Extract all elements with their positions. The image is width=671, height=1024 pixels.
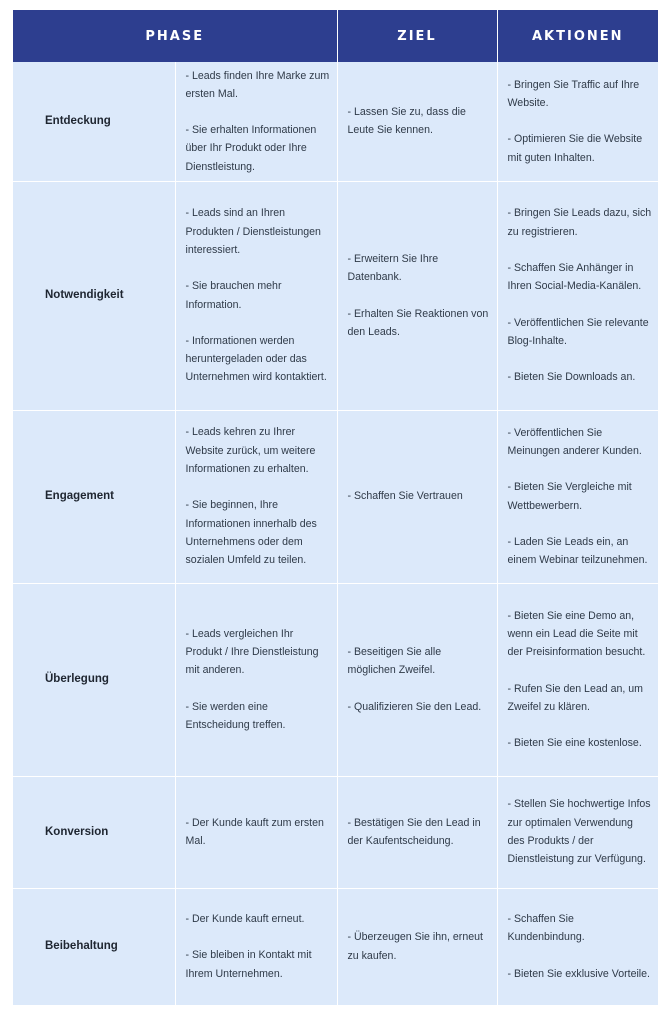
phase-name: Beibehaltung [13,888,175,1005]
phase-description-item: - Informationen werden heruntergeladen oder das Unternehmen wird kontaktiert. [185,334,327,384]
phase-description-item: - Leads vergleichen Ihr Produkt / Ihre Dienstleistung mit anderen. [185,627,319,677]
ziel-cell-item: - Beseitigen Sie alle möglichen Zweifel. [347,646,442,677]
ziel-cell-item: - Lassen Sie zu, dass die Leute Sie kennen. [347,105,466,137]
aktionen-cell-item: - Laden Sie Leads ein, an einem Webinar teilzunehmen. [507,535,648,567]
aktionen-cell-item: - Bieten Sie Vergleiche mit Wettbewerbern. [507,481,632,512]
phase-description-item: - Sie bleiben in Kontakt mit Ihrem Unternehmen. [185,949,312,980]
aktionen-cell-item: - Bieten Sie exklusive Vorteile. [507,967,650,980]
table-row [13,181,658,410]
aktionen-cell-item: - Optimieren Sie die Website mit guten Inhalten. [507,133,643,164]
aktionen-cell [497,888,658,1005]
ziel-cell [337,410,497,583]
aktionen-cell [497,62,658,181]
ziel-cell-item: - Bestätigen Sie den Lead in der Kaufentscheidung. [347,816,481,847]
phase-description [175,888,337,1005]
phase-description [175,62,337,181]
table-row [13,583,658,776]
ziel-cell [337,62,497,181]
ziel-cell [337,776,497,888]
phase-name: Konversion [13,776,175,888]
ziel-cell-item: - Qualifizieren Sie den Lead. [347,700,482,713]
table-row [13,410,658,583]
phase-name: Engagement [13,410,175,583]
phase-description-item: - Leads kehren zu Ihrer Website zurück, um weitere Informationen zu erhalten. [185,426,316,476]
customer-journey-table-container [13,10,658,1006]
customer-journey-table [13,10,658,1006]
aktionen-cell-item: - Bieten Sie eine kostenlose. [507,737,642,750]
phase-description [175,410,337,583]
aktionen-cell-item: - Bieten Sie Downloads an. [507,371,636,384]
header-ziel: ZIEL [337,10,497,62]
table-header-row [13,10,658,62]
aktionen-cell-item: - Bringen Sie Traffic auf Ihre Website. [507,78,640,109]
ziel-cell [337,181,497,410]
aktionen-cell [497,410,658,583]
phase-name: Überlegung [13,583,175,776]
phase-description [175,776,337,888]
aktionen-cell-item: - Veröffentlichen Sie relevante Blog-Inhalte. [507,316,649,347]
phase-description-item: - Sie brauchen mehr Information. [185,280,282,311]
phase-name: Notwendigkeit [13,181,175,410]
aktionen-cell-item: - Schaffen Sie Kundenbindung. [507,913,585,944]
ziel-cell-item: - Überzeugen Sie ihn, erneut zu kaufen. [347,931,483,962]
ziel-cell [337,888,497,1005]
aktionen-cell [497,583,658,776]
ziel-cell-item: - Erhalten Sie Reaktionen von den Leads. [347,307,489,338]
header-phase: PHASE [13,10,337,62]
table-row [13,776,658,888]
ziel-cell-item: - Erweitern Sie Ihre Datenbank. [347,252,439,284]
phase-description-item: - Leads sind an Ihren Produkten / Dienstleistungen interessiert. [185,207,321,256]
phase-description-item: - Der Kunde kauft erneut. [185,913,305,926]
aktionen-cell-item: - Schaffen Sie Anhänger in Ihren Social-Media-Kanälen. [507,262,642,293]
phase-description-item: - Sie werden eine Entscheidung treffen. [185,700,286,731]
aktionen-cell [497,181,658,410]
aktionen-cell-item: - Rufen Sie den Lead an, um Zweifel zu klären. [507,682,643,713]
phase-description-item: - Sie erhalten Informationen über Ihr Produkt oder Ihre Dienstleistung. [185,124,317,173]
aktionen-cell-item: - Stellen Sie hochwertige Infos zur optimalen Verwendung des Produkts / der Dienstleistung zur Verfügung. [507,798,651,866]
phase-description [175,583,337,776]
phase-description [175,181,337,410]
table-body [13,62,658,1005]
header-aktionen: AKTIONEN [497,10,658,62]
ziel-cell-item: - Schaffen Sie Vertrauen [347,490,463,503]
aktionen-cell-item: - Bringen Sie Leads dazu, sich zu registrieren. [507,207,652,238]
table-row [13,888,658,1005]
ziel-cell [337,583,497,776]
phase-name: Entdeckung [13,62,175,181]
aktionen-cell [497,776,658,888]
aktionen-cell-item: - Veröffentlichen Sie Meinungen anderer Kunden. [507,426,642,457]
phase-description-item: - Sie beginnen, Ihre Informationen innerhalb des Unternehmens oder dem sozialen Umfeld zu teilen. [185,499,317,567]
phase-description-item: - Leads finden Ihre Marke zum ersten Mal. [185,69,330,100]
phase-description-item: - Der Kunde kauft zum ersten Mal. [185,816,324,847]
aktionen-cell-item: - Bieten Sie eine Demo an, wenn ein Lead die Seite mit der Preisinformation besucht. [507,609,646,659]
table-row [13,62,658,181]
